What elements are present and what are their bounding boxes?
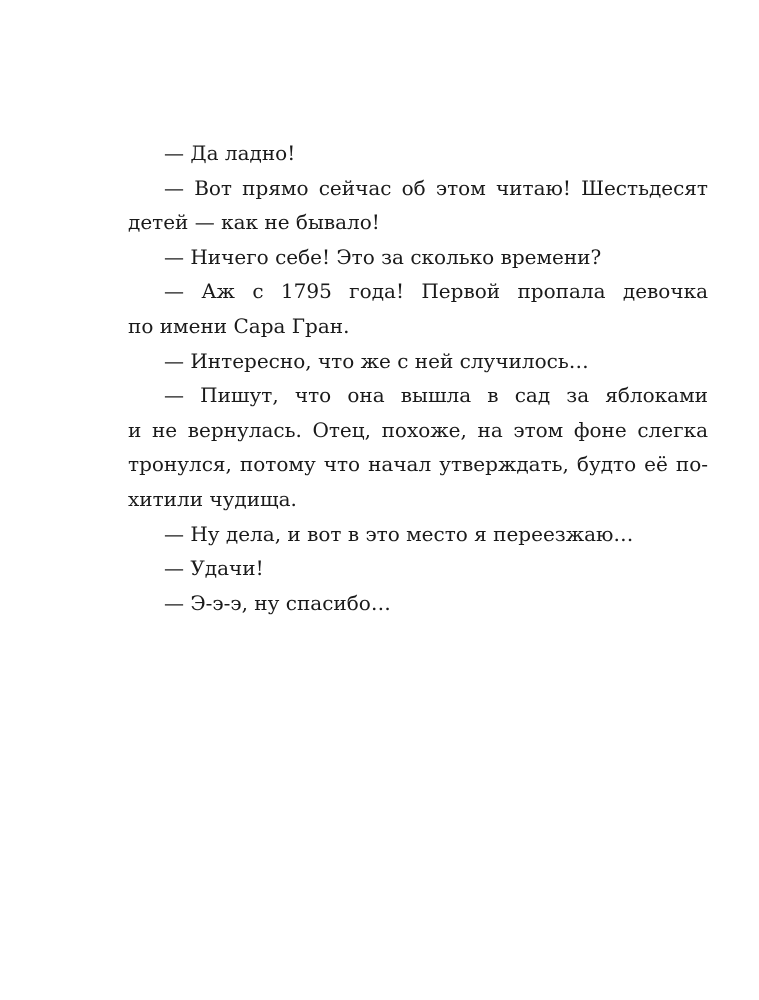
text-line: — Ничего себе! Это за сколько времени?	[164, 244, 602, 269]
text-line: хитили чудища.	[128, 486, 297, 511]
text-line: — Да ладно!	[164, 141, 296, 165]
text-line: — Вот прямо сейчас об этом читаю! Шестьдесят	[164, 175, 708, 200]
text-line: — Интересно, что же с ней случилось…	[164, 348, 589, 373]
dialogue-text	[128, 136, 708, 620]
text-line: тронулся, потому что начал утверждать, будто её по-	[128, 452, 708, 477]
text-line: и не вернулась. Отец, похоже, на этом фоне слегка	[128, 417, 708, 442]
text-line: — Пишут, что она вышла в сад за яблоками	[164, 383, 708, 408]
text-line: — Аж с 1795 года! Первой пропала девочка	[164, 279, 708, 304]
text-line: по имени Сара Гран.	[128, 313, 350, 338]
text-line: — Удачи!	[164, 556, 264, 581]
text-line: — Ну дела, и вот в это место я переезжаю…	[164, 521, 634, 546]
text-line: детей — как не бывало!	[128, 210, 380, 235]
text-line: — Э-э-э, ну спасибо…	[164, 590, 391, 615]
